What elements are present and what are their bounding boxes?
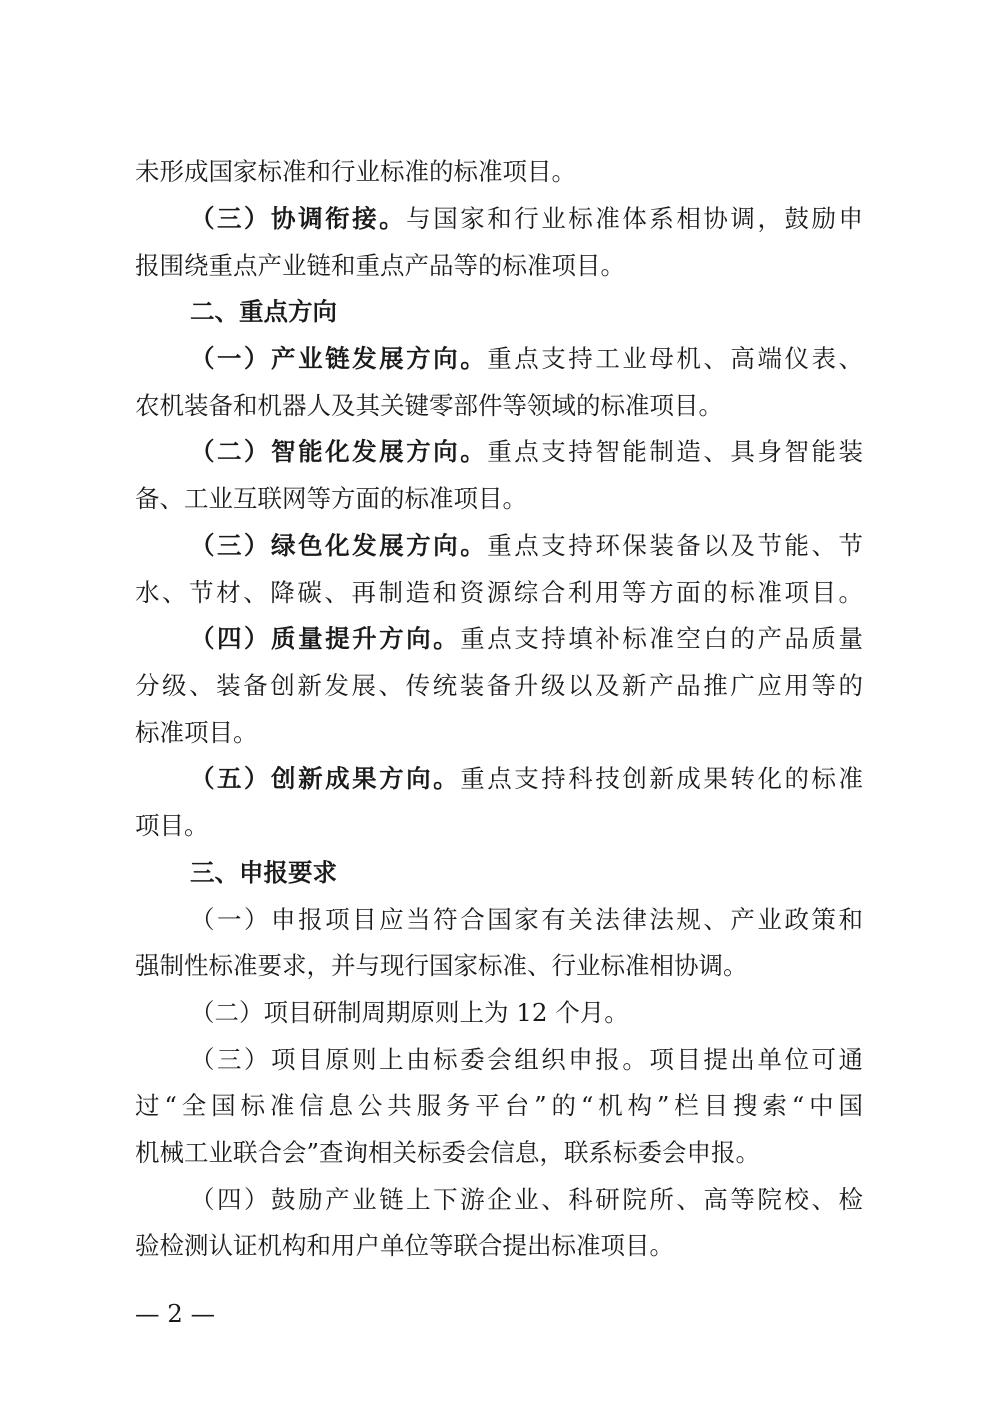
item-heading: （三）协调衔接。 xyxy=(190,204,407,233)
paragraph-item: （二）项目研制周期原则上为 12 个月。 xyxy=(190,998,629,1027)
section-heading: 二、重点方向 xyxy=(190,297,337,326)
page-number: — 2 — xyxy=(135,1299,216,1328)
paragraph-item: （三）项目原则上由标委会组织申报。项目提出单位可通 xyxy=(190,1045,863,1074)
paragraph-item: （三）绿色化发展方向。重点支持环保装备以及节能、节 xyxy=(190,531,864,560)
paragraph-item: （二）智能化发展方向。重点支持智能制造、具身智能装 xyxy=(190,437,864,466)
body-text-line: 机械工业联合会”查询相关标委会信息，联系标委会申报。 xyxy=(135,1138,761,1167)
paragraph-item: （三）协调衔接。与国家和行业标准体系相协调，鼓励申 xyxy=(190,204,864,233)
paragraph-item: （四）鼓励产业链上下游企业、科研院所、高等院校、检 xyxy=(190,1185,863,1214)
body-text-line: 验检测认证机构和用户单位等联合提出标准项目。 xyxy=(135,1231,674,1260)
paragraph-item: （五）创新成果方向。重点支持科技创新成果转化的标准 xyxy=(190,764,864,793)
item-heading: （一）产业链发展方向。 xyxy=(190,344,488,373)
body-text-line: 过“全国标准信息公共服务平台”的“机构”栏目搜索“中国 xyxy=(135,1091,863,1120)
body-text-line: 未形成国家标准和行业标准的标准项目。 xyxy=(135,157,576,186)
item-heading: （五）创新成果方向。 xyxy=(190,764,461,793)
body-text-line: 分级、装备创新发展、传统装备升级以及新产品推广应用等的 xyxy=(135,671,863,700)
body-text-line: 农机装备和机器人及其关键零部件等领域的标准项目。 xyxy=(135,391,723,420)
paragraph-item: （一）产业链发展方向。重点支持工业母机、高端仪表、 xyxy=(190,344,864,373)
item-heading: （二）智能化发展方向。 xyxy=(190,437,488,466)
body-text-line: 报围绕重点产业链和重点产品等的标准项目。 xyxy=(135,251,625,280)
body-text-line: 备、工业互联网等方面的标准项目。 xyxy=(135,484,527,513)
item-heading: （三）绿色化发展方向。 xyxy=(190,531,488,560)
paragraph-item: （一）申报项目应当符合国家有关法律法规、产业政策和 xyxy=(190,905,863,934)
paragraph-item: （四）质量提升方向。重点支持填补标准空白的产品质量 xyxy=(190,624,864,653)
body-text-line: 项目。 xyxy=(135,811,209,840)
body-text-line: 水、节材、降碳、再制造和资源综合利用等方面的标准项目。 xyxy=(135,578,863,607)
item-heading: （四）质量提升方向。 xyxy=(190,624,461,653)
section-heading: 三、申报要求 xyxy=(190,858,337,887)
body-text-line: 强制性标准要求，并与现行国家标准、行业标准相协调。 xyxy=(135,951,748,980)
body-text-line: 标准项目。 xyxy=(135,718,258,747)
